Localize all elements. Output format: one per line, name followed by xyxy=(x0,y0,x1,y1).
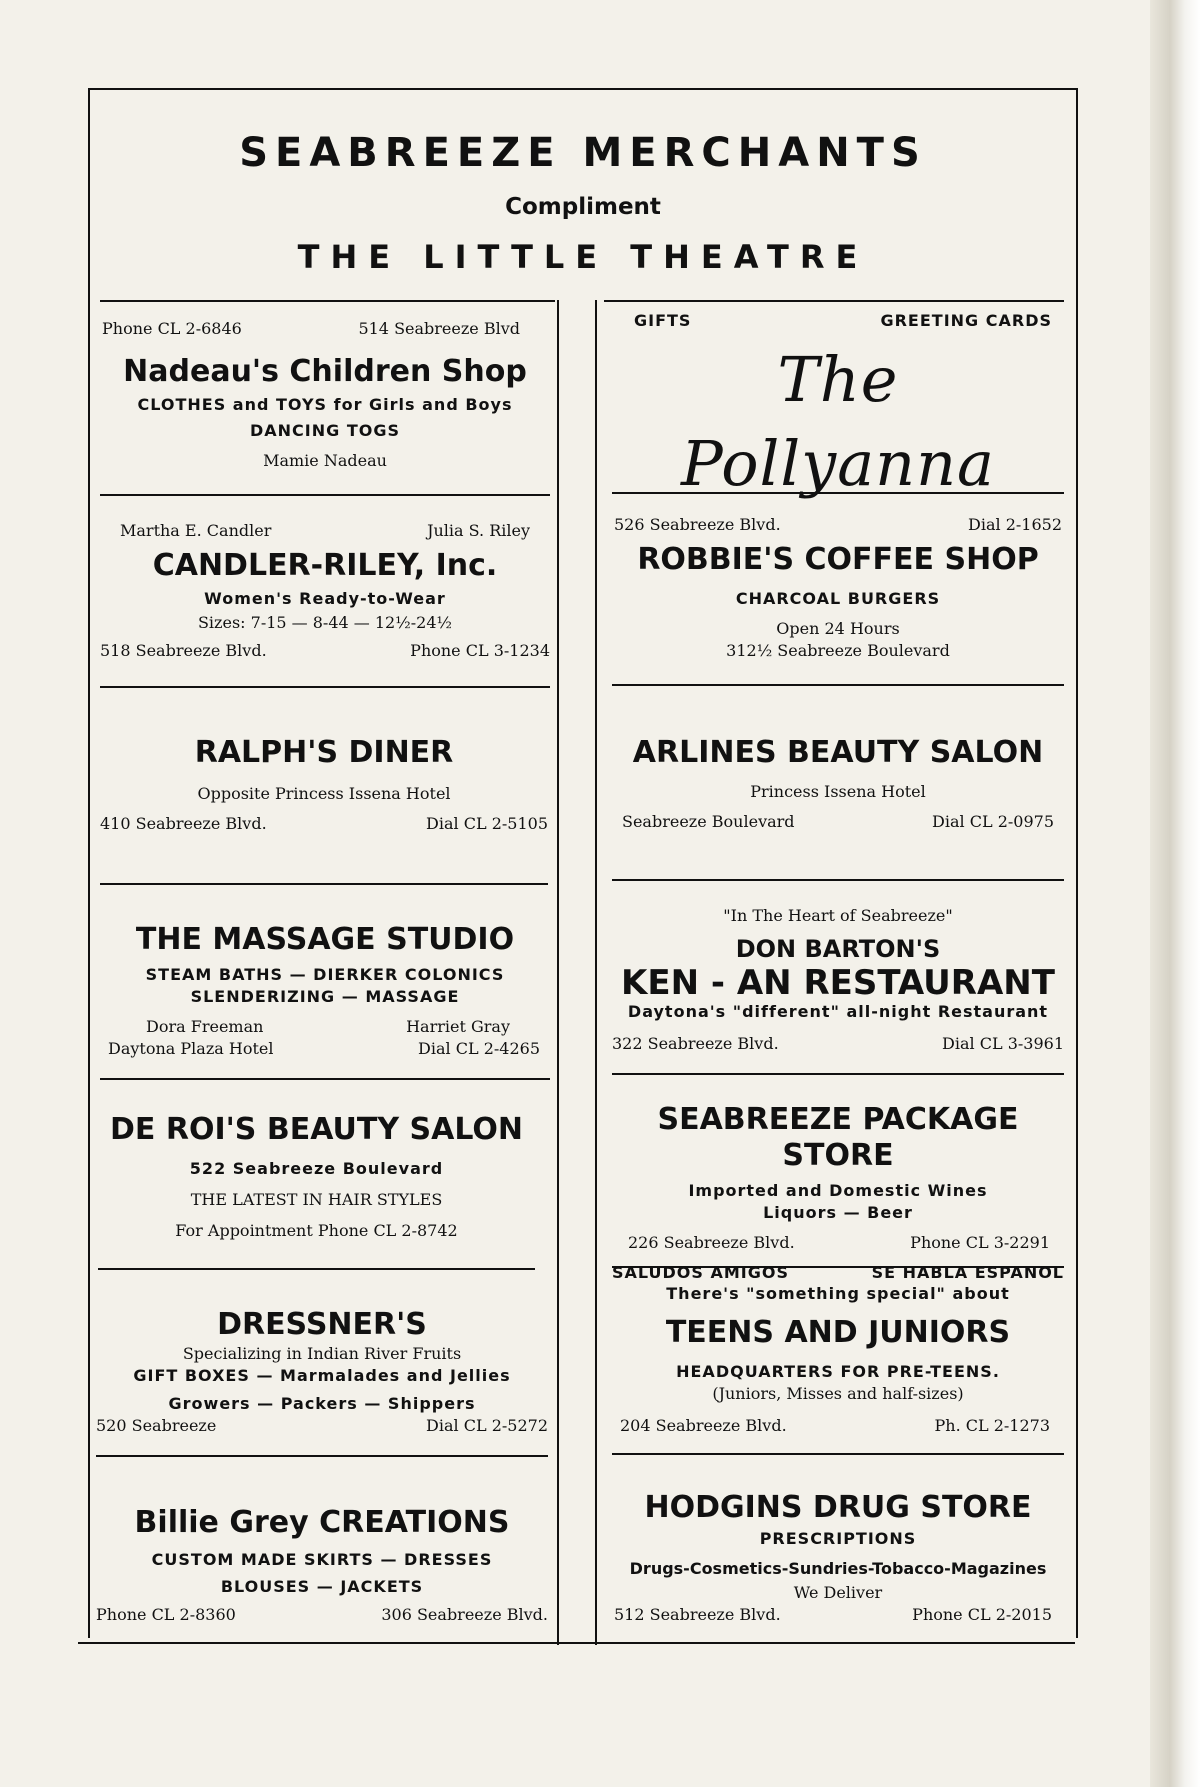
massage-person2: Harriet Gray xyxy=(406,1017,510,1036)
nadeau-owner: Mamie Nadeau xyxy=(263,451,387,470)
nadeau-phone: Phone CL 2-6846 xyxy=(102,319,242,338)
ad-deroi xyxy=(98,1112,535,1270)
ad-package xyxy=(612,1102,1064,1282)
dressner-line1: Specializing in Indian River Fruits xyxy=(182,1344,462,1363)
arlines-phone: Dial CL 2-0975 xyxy=(932,812,1054,831)
massage-phone: Dial CL 2-4265 xyxy=(418,1039,540,1058)
kenan-phone: Dial CL 3-3961 xyxy=(942,1034,1064,1053)
ad-arlines xyxy=(612,735,1064,881)
ad-candler xyxy=(100,520,550,688)
dressner-line2: GIFT BOXES — Marmalades and Jellies xyxy=(133,1366,511,1385)
column-divider-right xyxy=(595,300,597,1645)
page-edge xyxy=(1150,0,1200,1787)
arlines-address: Seabreeze Boulevard xyxy=(622,812,795,831)
ad-pollyanna xyxy=(612,310,1064,534)
robbie-name: ROBBIE'S COFFEE SHOP xyxy=(637,542,1039,577)
left-top-rule xyxy=(100,300,555,302)
candler-sizes: Sizes: 7-15 — 8-44 — 12½-24½ xyxy=(197,613,453,632)
candler-person1: Martha E. Candler xyxy=(120,521,272,540)
robbie-line1: CHARCOAL BURGERS xyxy=(735,589,941,608)
theatre-title: THE LITTLE THEATRE xyxy=(297,238,869,276)
column-divider-left xyxy=(557,300,559,1645)
pollyanna-cards: GREETING CARDS xyxy=(880,311,1052,330)
dressner-name: DRESSNER'S xyxy=(217,1307,427,1342)
arlines-line1: Princess Issena Hotel xyxy=(750,782,926,801)
billie-line2: BLOUSES — JACKETS xyxy=(220,1577,424,1596)
ad-kenan xyxy=(612,905,1064,1075)
candler-person2: Julia S. Riley xyxy=(427,521,530,540)
nadeau-line1: CLOTHES and TOYS for Girls and Boys xyxy=(137,395,513,414)
massage-person1: Dora Freeman xyxy=(146,1017,264,1036)
package-tag2: SE HABLA ESPANOL xyxy=(871,1263,1064,1282)
robbie-line2: Open 24 Hours xyxy=(776,619,900,638)
package-line1: Imported and Domestic Wines xyxy=(688,1181,988,1200)
candler-name: CANDLER-RILEY, Inc. xyxy=(152,548,498,583)
pollyanna-address: 526 Seabreeze Blvd. xyxy=(614,515,781,534)
massage-line2: SLENDERIZING — MASSAGE xyxy=(190,987,460,1006)
hodgins-name: HODGINS DRUG STORE xyxy=(644,1490,1032,1525)
candler-phone: Phone CL 3-1234 xyxy=(410,641,550,660)
kenan-owner: DON BARTON'S xyxy=(735,935,941,963)
kenan-name: KEN - AN RESTAURANT xyxy=(621,963,1055,1003)
dressner-phone: Dial CL 2-5272 xyxy=(426,1416,548,1435)
teens-name: TEENS AND JUNIORS xyxy=(665,1315,1011,1350)
deroi-address: 522 Seabreeze Boulevard xyxy=(189,1159,444,1178)
ad-hodgins xyxy=(612,1490,1064,1630)
deroi-name: DE ROI'S BEAUTY SALON xyxy=(110,1112,523,1147)
candler-line1: Women's Ready-to-Wear xyxy=(204,589,446,608)
header xyxy=(90,130,1076,276)
nadeau-name: Nadeau's Children Shop xyxy=(123,354,527,389)
ad-dressner xyxy=(96,1307,548,1457)
page-title: SEABREEZE MERCHANTS xyxy=(239,130,927,176)
nadeau-line2: DANCING TOGS xyxy=(249,421,400,440)
massage-line1: STEAM BATHS — DIERKER COLONICS xyxy=(145,965,505,984)
package-tag1: SALUDOS AMIGOS xyxy=(612,1263,790,1282)
page-subtitle: Compliment xyxy=(505,194,661,220)
hodgins-line1: PRESCRIPTIONS xyxy=(759,1529,917,1548)
right-top-rule xyxy=(604,300,1064,302)
billie-phone: Phone CL 2-8360 xyxy=(96,1605,236,1624)
pollyanna-name: The Pollyanna xyxy=(680,343,995,500)
arlines-name: ARLINES BEAUTY SALON xyxy=(632,735,1044,770)
deroi-line1: THE LATEST IN HAIR STYLES xyxy=(190,1190,443,1209)
billie-address: 306 Seabreeze Blvd. xyxy=(381,1605,548,1624)
hodgins-phone: Phone CL 2-2015 xyxy=(912,1605,1052,1624)
kenan-address: 322 Seabreeze Blvd. xyxy=(612,1034,779,1053)
candler-address: 518 Seabreeze Blvd. xyxy=(100,641,267,660)
deroi-phone: For Appointment Phone CL 2-8742 xyxy=(175,1221,458,1240)
kenan-quote: "In The Heart of Seabreeze" xyxy=(723,906,953,925)
ad-teens xyxy=(612,1283,1064,1455)
ad-massage xyxy=(100,922,550,1080)
billie-name: Billie Grey CREATIONS xyxy=(134,1505,510,1540)
massage-hotel: Daytona Plaza Hotel xyxy=(108,1039,274,1058)
nadeau-address: 514 Seabreeze Blvd xyxy=(358,319,520,338)
hodgins-line3: We Deliver xyxy=(793,1583,883,1602)
teens-address: 204 Seabreeze Blvd. xyxy=(620,1416,787,1435)
dressner-address: 520 Seabreeze xyxy=(96,1416,217,1435)
package-line2: Liquors — Beer xyxy=(763,1203,913,1222)
pollyanna-gifts: GIFTS xyxy=(634,311,692,330)
ad-robbie xyxy=(612,542,1064,686)
hodgins-line2: Drugs-Cosmetics-Sundries-Tobacco-Magazines xyxy=(629,1559,1047,1578)
billie-line1: CUSTOM MADE SKIRTS — DRESSES xyxy=(151,1550,493,1569)
hodgins-address: 512 Seabreeze Blvd. xyxy=(614,1605,781,1624)
massage-name: THE MASSAGE STUDIO xyxy=(135,922,515,957)
ralph-name: RALPH'S DINER xyxy=(194,735,454,770)
package-name: SEABREEZE PACKAGE STORE xyxy=(657,1102,1019,1173)
ralph-phone: Dial CL 2-5105 xyxy=(426,814,548,833)
teens-intro: There's "something special" about xyxy=(666,1284,1010,1303)
ad-billie xyxy=(96,1505,548,1630)
teens-line2: (Juniors, Misses and half-sizes) xyxy=(712,1384,964,1403)
teens-line1: HEADQUARTERS FOR PRE-TEENS. xyxy=(676,1362,1000,1381)
ralph-address: 410 Seabreeze Blvd. xyxy=(100,814,267,833)
teens-phone: Ph. CL 2-1273 xyxy=(934,1416,1050,1435)
robbie-address: 312½ Seabreeze Boulevard xyxy=(726,641,950,660)
ad-nadeau xyxy=(100,318,550,496)
kenan-line1: Daytona's "different" all-night Restaurant xyxy=(627,1002,1049,1021)
ad-ralph xyxy=(100,735,548,885)
package-phone: Phone CL 3-2291 xyxy=(910,1233,1050,1252)
pollyanna-phone: Dial 2-1652 xyxy=(968,515,1062,534)
ralph-line1: Opposite Princess Issena Hotel xyxy=(197,784,451,803)
package-address: 226 Seabreeze Blvd. xyxy=(628,1233,795,1252)
dressner-line3: Growers — Packers — Shippers xyxy=(168,1394,476,1413)
bottom-rule xyxy=(78,1642,1075,1644)
